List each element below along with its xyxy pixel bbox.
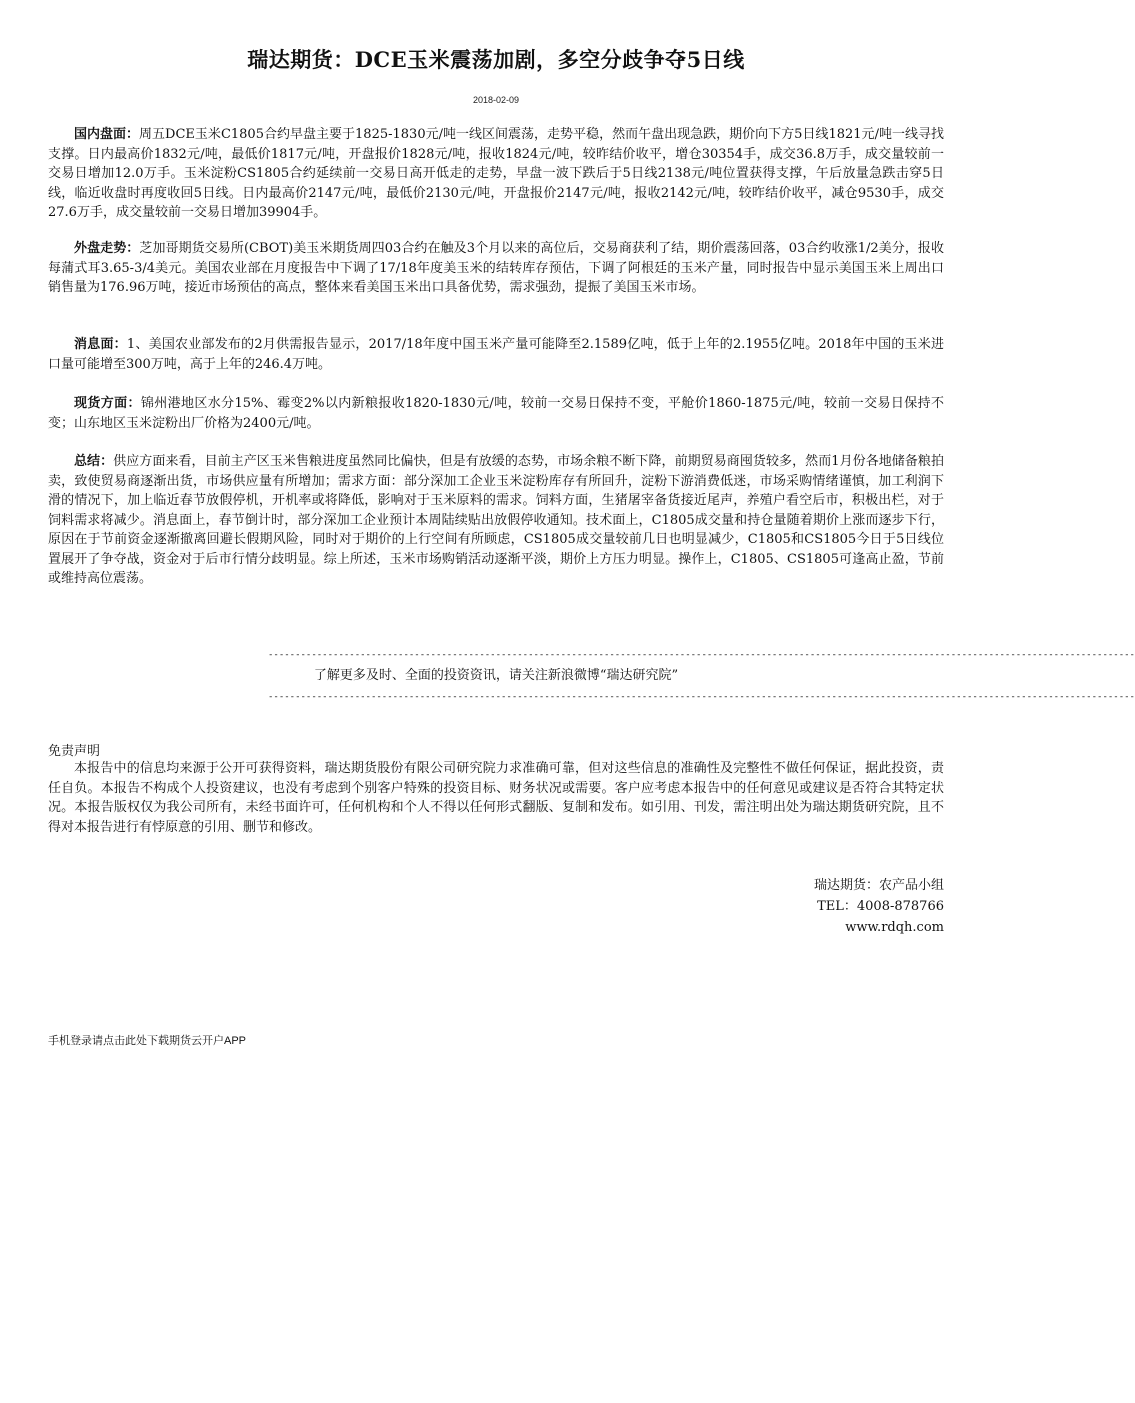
signature-group: 瑞达期货：农产品小组	[813, 878, 944, 893]
section-lead: 总结：	[74, 454, 114, 469]
section-lead: 现货方面：	[74, 396, 141, 411]
app-download-link[interactable]: 手机登录请点击此处下载期货云开户APP	[48, 1035, 247, 1047]
signature-tel: TEL：4008-878766	[817, 899, 944, 914]
section-foreign-market	[48, 239, 944, 298]
section-lead: 外盘走势：	[74, 241, 140, 256]
signature-url[interactable]: www.rdqh.com	[845, 920, 944, 935]
section-news	[48, 335, 944, 374]
divider-bottom: ----------------------------------------------------------------------------------------------------------------------------------------------------------------	[268, 692, 1135, 702]
report-date: 2018-02-09	[472, 95, 520, 105]
section-text: 周五DCE玉米C1805合约早盘主要于1825-1830元/吨一线区间震荡，走势平稳，然而午盘出现急跌，期价向下方5日线1821元/吨一线寻找支撑。日内最高价1832元/吨，最低价1817元/吨，开盘报价1828元/吨，报收1824元/吨，较昨结价收平，增仓30354手，成交36.8万手，成交量较前一交易日增加12.0万手。玉米淀粉CS1805合约延续前一交易日高开低走的走势，早盘一波下跌后于5日线2138元/吨位置获得支撑，午后放量急跌击穿5日线，临近收盘时再度收回5日线。日内最高价2147元/吨，最低价2130元/吨，开盘报价2147元/吨，报收2142元/吨，较昨结价收平，减仓9530手，成交27.6万手，成交量较前一交易日增加39904手。	[48, 127, 944, 220]
divider-top: ----------------------------------------------------------------------------------------------------------------------------------------------------------------	[268, 650, 1135, 660]
section-spot	[48, 394, 944, 433]
section-lead: 国内盘面：	[74, 127, 140, 142]
section-domestic-market	[48, 125, 944, 223]
section-text: 锦州港地区水分15%、霉变2%以内新粮报收1820-1830元/吨，较前一交易日保持不变，平舱价1860-1875元/吨，较前一交易日保持不变；山东地区玉米淀粉出厂价格为2400元/吨。	[48, 396, 944, 431]
section-summary	[48, 452, 944, 589]
section-text: 芝加哥期货交易所(CBOT)美玉米期货周四03合约在触及3个月以来的高位后，交易商获利了结，期价震荡回落，03合约收涨1/2美分，报收每蒲式耳3.65-3/4美元。美国农业部在月度报告中下调了17/18年度美玉米的结转库存预估，下调了阿根廷的玉米产量，同时报告中显示美国玉米上周出口销售量为176.96万吨，接近市场预估的高点，整体来看美国玉米出口具备优势，需求强劲，提振了美国玉米市场。	[48, 241, 944, 295]
weibo-notice	[0, 647, 1135, 705]
section-text: 1、美国农业部发布的2月供需报告显示，2017/18年度中国玉米产量可能降至2.1589亿吨，低于上年的2.1955亿吨。2018年中国的玉米进口量可能增至300万吨，高于上年的246.4万吨。	[48, 337, 944, 372]
disclaimer-text: 本报告中的信息均来源于公开可获得资料，瑞达期货股份有限公司研究院力求准确可靠，但对这些信息的准确性及完整性不做任何保证，据此投资，责任自负。本报告不构成个人投资建议，也没有考虑到个别客户特殊的投资目标、财务状况或需要。客户应考虑本报告中的任何意见或建议是否符合其特定状况。本报告版权仅为我公司所有，未经书面许可，任何机构和个人不得以任何形式翻版、复制和发布。如引用、刊发，需注明出处为瑞达期货研究院，且不得对本报告进行有悖原意的引用、删节和修改。	[48, 761, 944, 835]
disclaimer-title: 免责声明	[48, 744, 101, 759]
page-title: 瑞达期货：DCE玉米震荡加剧，多空分歧争夺5日线	[247, 47, 745, 72]
notice-text: 了解更多及时、全面的投资资讯，请关注新浪微博“瑞达研究院”	[313, 668, 679, 683]
signature	[814, 875, 944, 938]
section-text: 供应方面来看，目前主产区玉米售粮进度虽然同比偏快，但是有放缓的态势，市场余粮不断下降，前期贸易商囤货较多，然而1月份各地储备粮拍卖，致使贸易商逐渐出货，市场供应量有所增加；需求方面：部分深加工企业玉米淀粉库存有所回升，淀粉下游消费低迷，市场采购情绪谨慎，加工利润下滑的情况下，加上临近春节放假停机，开机率或将降低，影响对于玉米原料的需求。饲料方面，生猪屠宰备货接近尾声，养殖户看空后市，积极出栏，对于饲料需求将减少。消息面上，春节倒计时，部分深加工企业预计本周陆续贴出放假停收通知。技术面上，C1805成交量和持仓量随着期价上涨而逐步下行，原因在于节前资金逐渐撤离回避长假期风险，同时对于期价的上行空间有所顾虑，CS1805成交量较前几日也明显减少，C1805和CS1805今日于5日线位置展开了争夺战，资金对于后市行情分歧明显。综上所述，玉米市场购销活动逐渐平淡，期价上方压力明显。操作上，C1805、CS1805可逢高止盈，节前或维持高位震荡。	[48, 454, 944, 586]
section-lead: 消息面：	[74, 337, 127, 352]
